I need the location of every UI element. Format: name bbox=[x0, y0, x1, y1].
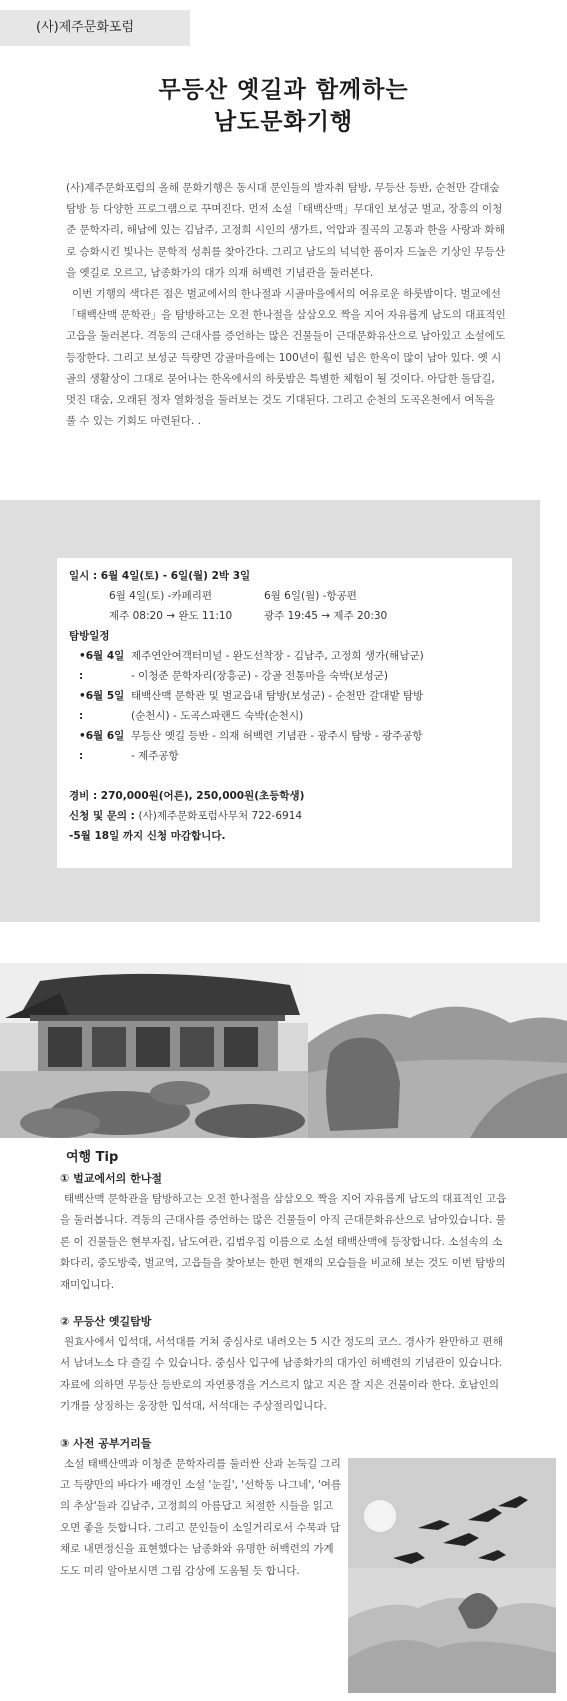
intro-text bbox=[66, 178, 506, 432]
landscape-photo bbox=[308, 963, 567, 1138]
itinerary-day-3 bbox=[69, 726, 500, 766]
contact-label: 신청 및 문의 : bbox=[69, 810, 139, 822]
photo-strip bbox=[0, 963, 567, 1138]
day-label: •6월 6일 : bbox=[79, 730, 125, 762]
intro-paragraph-2: 이번 기행의 색다른 점은 벌교에서의 한나절과 시골마을에서의 여유로운 하룻밤이다. 벌교에선「태백산맥 문학관」을 탐방하고는 오전 한나절을 삼삼오오 짝을 지어 자유롭게 남도의 대표적인 고읍을 둘러본다. 격동의 근대사를 증언하는 많은 건물들이 근대문화유산으로 남아있고 소설에도 등장한다. 그리고 보성군 득량면 강골마을에는 100년이 훨씬 넘은 한옥이 많이 남아 있다. 옛 시골의 생활상이 그대로 묻어나는 한옥에서의 하룻밤은 특별한 체험이 될 것이다. 아담한 돌담길, 멋진 대숲, 오래된 정자 열화정을 둘러보는 것도 기대된다. 그리고 순천의 도곡온천에서 여독을 풀 수 있는 기회도 마련된다. . bbox=[66, 288, 506, 428]
transport-labels bbox=[69, 586, 500, 606]
day-line: 무등산 옛길 등반 - 의재 허백련 기념관 - 광주시 탐방 - 광주공항 bbox=[131, 730, 423, 742]
day-line: (순천시) - 도곡스파랜드 숙박(순천시) bbox=[131, 710, 304, 722]
departure-label: 6월 4일(토) -카페리편 bbox=[109, 590, 213, 602]
title-line-2: 남도문화기행 bbox=[213, 108, 354, 135]
fee-text: 경비 : 270,000원(어른), 250,000원(초등학생) bbox=[69, 790, 305, 802]
tip-2-heading: ② 무등산 옛길탐방 bbox=[60, 1315, 152, 1329]
hanok-photo bbox=[0, 963, 308, 1138]
schedule-date: 일시 : 6월 4일(토) - 6일(월) 2박 3일 bbox=[69, 570, 251, 582]
contact-line bbox=[69, 806, 500, 826]
tip-1-heading: ① 벌교에서의 한나절 bbox=[60, 1172, 162, 1185]
itinerary-title: 탐방일정 bbox=[69, 630, 110, 642]
ink-painting bbox=[348, 1458, 556, 1693]
tip-1-body: 태백산맥 문학관을 탐방하고는 오전 한나절을 삼삼오오 짝을 지어 자유롭게 남도의 대표적인 고읍을 둘러봅니다. 격동의 근대사를 증언하는 많은 건물들이 아직 근대문화유산으로 남아있습니다. 물론 이 건물들은 현부자집, 남도여관, 김범우집 이름으로 소설 태백산맥에 등장합니다. 소설속의 소화다리, 중도방죽, 벌교역, 고읍들을 찾아보는 한편 현재의 모습들을 비교해 보는 것도 이번 탐방의 재미입니다. bbox=[60, 1193, 507, 1291]
itinerary-day-2 bbox=[69, 686, 500, 726]
departure-time: 제주 08:20 → 완도 11:10 bbox=[109, 610, 233, 622]
brand-tag: (사)제주문화포럼 bbox=[0, 10, 190, 46]
tip-2-body: 원효사에서 입석대, 서석대를 거쳐 중심사로 내려오는 5 시간 정도의 코스. 경사가 완만하고 편해서 남녀노소 다 즐길 수 있습니다. 중심사 입구에 남종화가의 대가인 허백련의 기념관이 있습니다. 자료에 의하면 무등산 등반로의 자연풍경을 거스르지 않고 지은 잘 지은 건물이라 한다. 호남인의 기개를 상징하는 웅장한 입석대, 서석대는 주상절리입니다. bbox=[60, 1336, 503, 1413]
title-line-1: 무등산 옛길과 함께하는 bbox=[158, 76, 409, 103]
tip-3-heading: ③ 사전 공부거리들 bbox=[60, 1436, 152, 1450]
photo-images bbox=[0, 963, 567, 1138]
fee-line bbox=[69, 786, 500, 806]
day-line: 태백산맥 문학관 및 벌교읍내 탐방(보성군) - 순천만 갈대밭 탐방 bbox=[131, 690, 424, 702]
day-label: •6월 5일 : bbox=[79, 690, 125, 722]
tip-3-body: 소설 태백산맥과 이청준 문학자리를 둘러싼 산과 논둑길 그리고 득량만의 바다가 배경인 소설 '눈길', '선학동 나그네', '여름의 추상'들과 김남주, 고정희의 아름답고 처절한 시들을 읽고 오면 좋을 듯합니다. 그리고 문인들이 소일거리로서 수묵과 담채로 내면정신을 표현했다는 남종화와 유명한 허백련의 가계도도 미리 알아보시면 그림 감상에 도움될 듯 합니다. bbox=[60, 1457, 342, 1577]
tips-title: 여행 Tip bbox=[66, 1150, 119, 1165]
day-line: - 이청준 문학자리(장흥군) - 강골 전통마을 숙박(보성군) bbox=[131, 670, 388, 682]
return-time: 광주 19:45 → 제주 20:30 bbox=[264, 610, 388, 622]
transport-times bbox=[69, 606, 500, 626]
day-line: - 제주공항 bbox=[131, 750, 179, 762]
cranes-painting-image bbox=[348, 1458, 556, 1693]
intro-paragraph-1: (사)제주문화포럼의 올해 문화기행은 동시대 문인들의 발자취 탐방, 무등산 등반, 순천만 갈대숲 탐방 등 다양한 프로그램으로 꾸며진다. 먼저 소설「태백산맥」무대인 보성군 벌교, 장흥의 이청준 문학자리, 해남에 있는 김남주, 고정희 시인의 생가트, 억압과 질곡의 고통과 한을 사랑과 화해로 승화시킨 빛나는 문학적 성취를 찾아간다. 그리고 남도의 넉넉한 품이자 드높은 기상인 무등산을 옛길로 오르고, 남종화가의 대가 의재 허백련 기념관을 둘러본다. bbox=[66, 182, 505, 279]
page-title bbox=[0, 74, 567, 138]
deadline-line: -5월 18일 까지 신청 마감합니다. bbox=[69, 830, 226, 842]
day-line: 제주연안여객터미널 - 완도선착장 - 김남주, 고정희 생가(해남군) bbox=[131, 650, 424, 662]
return-label: 6월 6일(월) -항공편 bbox=[264, 590, 357, 602]
day-label: •6월 4일 : bbox=[79, 650, 125, 682]
contact-value: (사)제주문화포럼사무처 722-6914 bbox=[138, 810, 303, 822]
schedule-box bbox=[57, 558, 512, 868]
itinerary-day-1 bbox=[69, 646, 500, 686]
